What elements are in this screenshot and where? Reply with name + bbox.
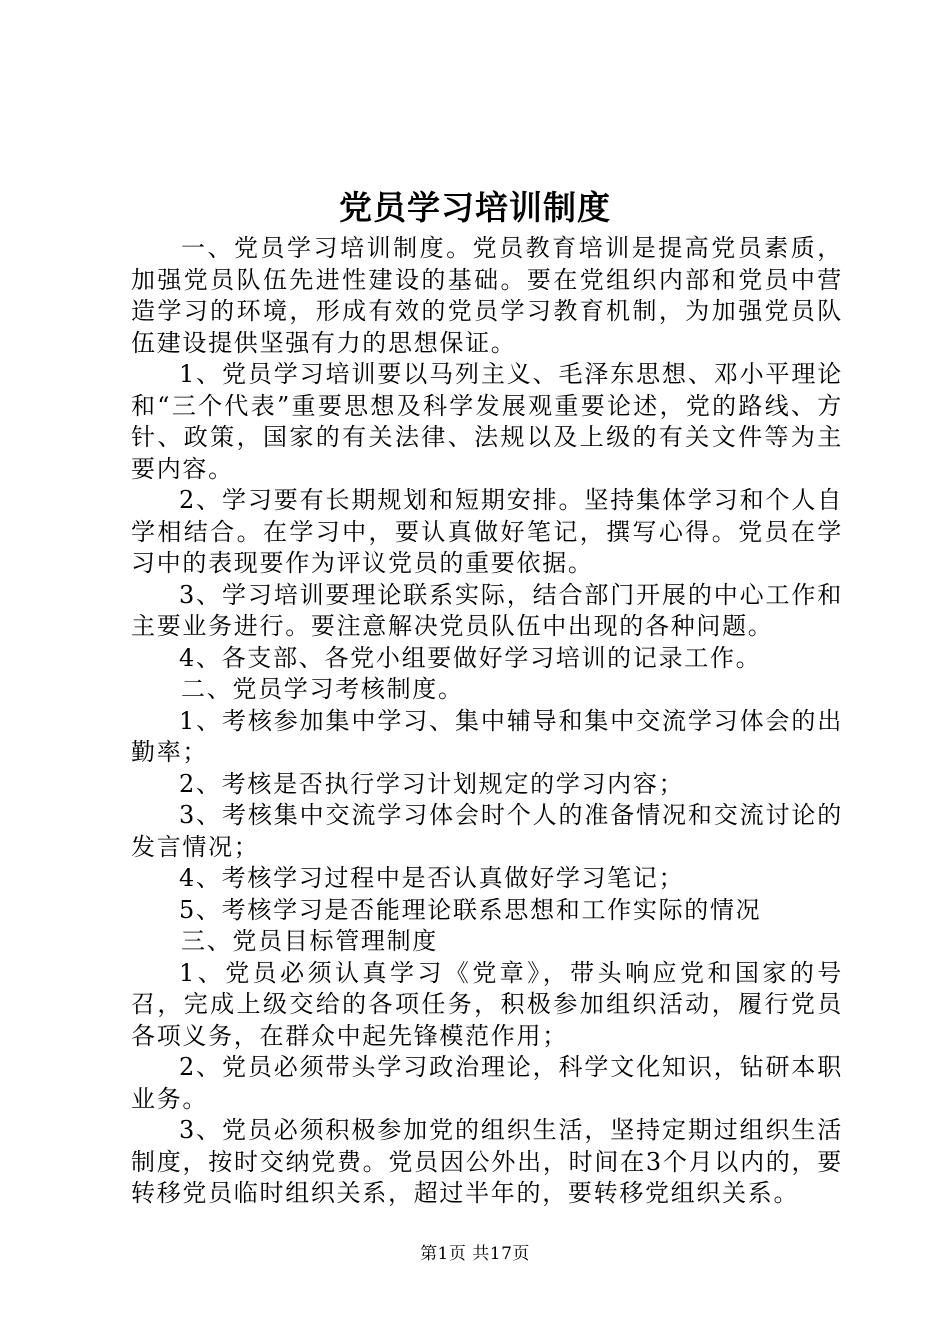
section-1-item-1-paragraph: 1、党员学习培训要以马列主义、毛泽东思想、邓小平理论和“三个代表”重要思想及科学发展观重要论述，党的路线、方针、政策，国家的有关法律、法规以及上级的有关文件等为主要内容。 <box>131 360 843 483</box>
section-2-item-2-paragraph: 2、考核是否执行学习计划规定的学习内容； <box>179 769 685 798</box>
section-2-item-1-paragraph: 1、考核参加集中学习、集中辅导和集中交流学习体会的出勤率； <box>131 706 843 766</box>
section-2-item-4-paragraph: 4、考核学习过程中是否认真做好学习笔记； <box>179 864 685 892</box>
section-3-heading: 三、党员目标管理制度 <box>181 927 438 955</box>
section-3-item-1-paragraph: 1、党员必须认真学习《党章》，带头响应党和国家的号召，完成上级交给的各项任务，积极参加组织活动，履行党员各项义务，在群众中起先锋模范作用； <box>131 958 843 1050</box>
section-1-item-4-paragraph: 4、各支部、各党小组要做好学习培训的记录工作。 <box>179 643 762 672</box>
section-2-item-5-paragraph: 5、考核学习是否能理论联系思想和工作实际的情况 <box>179 895 762 924</box>
section-1-intro-paragraph: 一、党员学习培训制度。党员教育培训是提高党员素质，加强党员队伍先进性建设的基础。要在党组织内部和党员中营造学习的环境，形成有效的党员学习教育机制，为加强党员队伍建设提供坚强有力的思想保证。 <box>131 234 843 357</box>
page-number-footer: 第1页 共17页 <box>420 1244 530 1264</box>
section-3-item-2-paragraph: 2、党员必须带头学习政治理论，科学文化知识，钻研本职业务。 <box>131 1053 843 1113</box>
document-title: 党员学习培训制度 <box>339 188 611 227</box>
section-2-item-3-paragraph: 3、考核集中交流学习体会时个人的准备情况和交流讨论的发言情况； <box>131 801 843 861</box>
section-2-heading: 二、党员学习考核制度。 <box>181 675 464 703</box>
section-3-item-3-paragraph: 3、党员必须积极参加党的组织生活，坚持定期过组织生活制度，按时交纳党费。党员因公外出，时间在3个月以内的，要转移党员临时组织关系，超过半年的，要转移党组织关系。 <box>131 1116 843 1207</box>
section-1-item-3-paragraph: 3、学习培训要理论联系实际，结合部门开展的中心工作和主要业务进行。要注意解决党员队伍中出现的各种问题。 <box>131 580 843 640</box>
section-1-item-2-paragraph: 2、学习要有长期规划和短期安排。坚持集体学习和个人自学相结合。在学习中，要认真做好笔记，撰写心得。党员在学习中的表现要作为评议党员的重要依据。 <box>131 486 843 577</box>
document-body <box>131 233 843 1210</box>
